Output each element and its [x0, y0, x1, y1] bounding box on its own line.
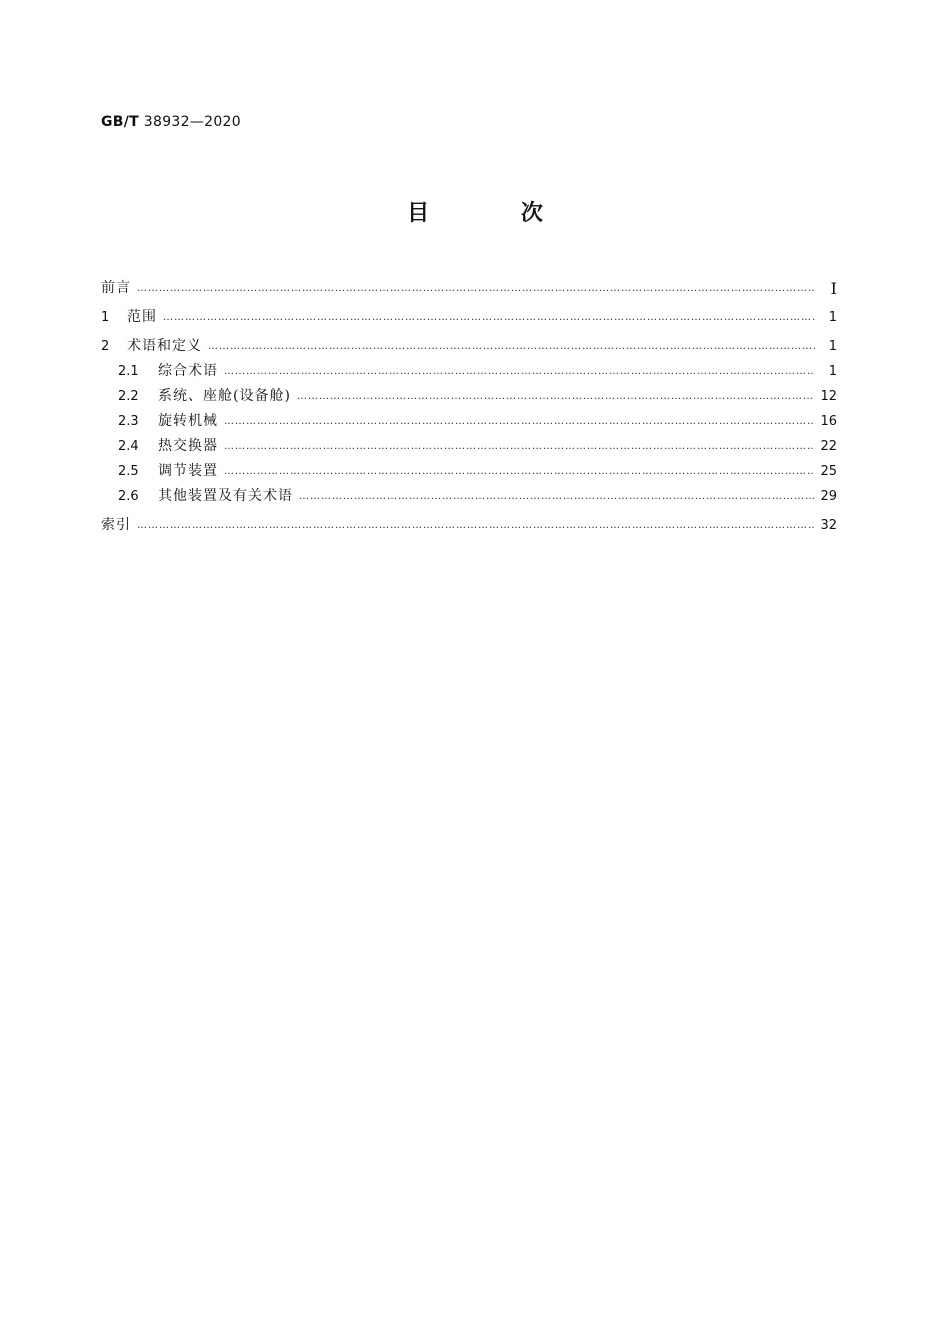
standard-code: [101, 114, 241, 130]
toc-entry-number: 2.3: [118, 414, 139, 429]
toc-entry-page: 29: [820, 489, 837, 504]
toc-entry-number: 2: [101, 339, 110, 354]
toc-entry-label: 调节装置: [158, 463, 218, 479]
toc-dot-leader: [137, 276, 815, 301]
toc-entry-foreword[interactable]: [101, 272, 837, 301]
toc-dot-leader: [137, 513, 814, 538]
standard-number: 38932—2020: [143, 114, 241, 130]
toc-entry-2-3[interactable]: [101, 409, 837, 434]
toc-entry-number: 2.2: [118, 389, 139, 404]
toc-entry-2-1[interactable]: [101, 359, 837, 384]
toc-entry-label: 术语和定义: [127, 338, 202, 354]
toc-entry-number: 1: [101, 310, 110, 325]
toc-entry-label: 索引: [101, 517, 131, 533]
toc-entry-label: 综合术语: [158, 363, 218, 379]
toc-entry-page: 1: [828, 310, 837, 325]
toc-entry-2-5[interactable]: [101, 459, 837, 484]
toc-entry-scope[interactable]: [101, 301, 837, 330]
toc-entry-terms[interactable]: [101, 330, 837, 359]
toc-dot-leader: [163, 305, 815, 330]
toc-dot-leader: [297, 384, 815, 409]
toc-entry-index[interactable]: [101, 509, 837, 538]
standard-prefix: GB/T: [101, 114, 140, 130]
toc-entry-page: 12: [820, 389, 837, 404]
toc-entry-number: 2.6: [118, 489, 139, 504]
toc-entry-label: 范围: [127, 309, 157, 325]
toc-entry-page: 16: [820, 414, 837, 429]
toc-entry-label: 其他装置及有关术语: [158, 488, 293, 504]
toc-entry-page: 1: [828, 339, 837, 354]
toc-entry-label: 热交换器: [158, 438, 218, 454]
toc-entry-number: 2.1: [118, 364, 139, 379]
toc-entry-2-4[interactable]: [101, 434, 837, 459]
toc-title: 目 次: [407, 201, 585, 226]
table-of-contents: [101, 272, 837, 538]
toc-entry-2-2[interactable]: [101, 384, 837, 409]
toc-dot-leader: [224, 359, 815, 384]
toc-dot-leader: [224, 459, 814, 484]
toc-entry-page: 25: [820, 464, 837, 479]
toc-entry-label: 旋转机械: [158, 413, 218, 429]
toc-entry-page: Ⅰ: [830, 279, 837, 298]
toc-dot-leader: [224, 409, 814, 434]
toc-entry-label: 前言: [101, 280, 131, 296]
toc-dot-leader: [208, 334, 815, 359]
toc-entry-page: 32: [820, 518, 837, 533]
toc-dot-leader: [224, 434, 814, 459]
toc-entry-page: 22: [820, 439, 837, 454]
toc-entry-number: 2.4: [118, 439, 139, 454]
toc-entry-label: 系统、座舱(设备舱): [158, 388, 291, 404]
toc-dot-leader: [299, 484, 814, 509]
toc-entry-page: 1: [828, 364, 837, 379]
toc-entry-number: 2.5: [118, 464, 139, 479]
toc-entry-2-6[interactable]: [101, 484, 837, 509]
